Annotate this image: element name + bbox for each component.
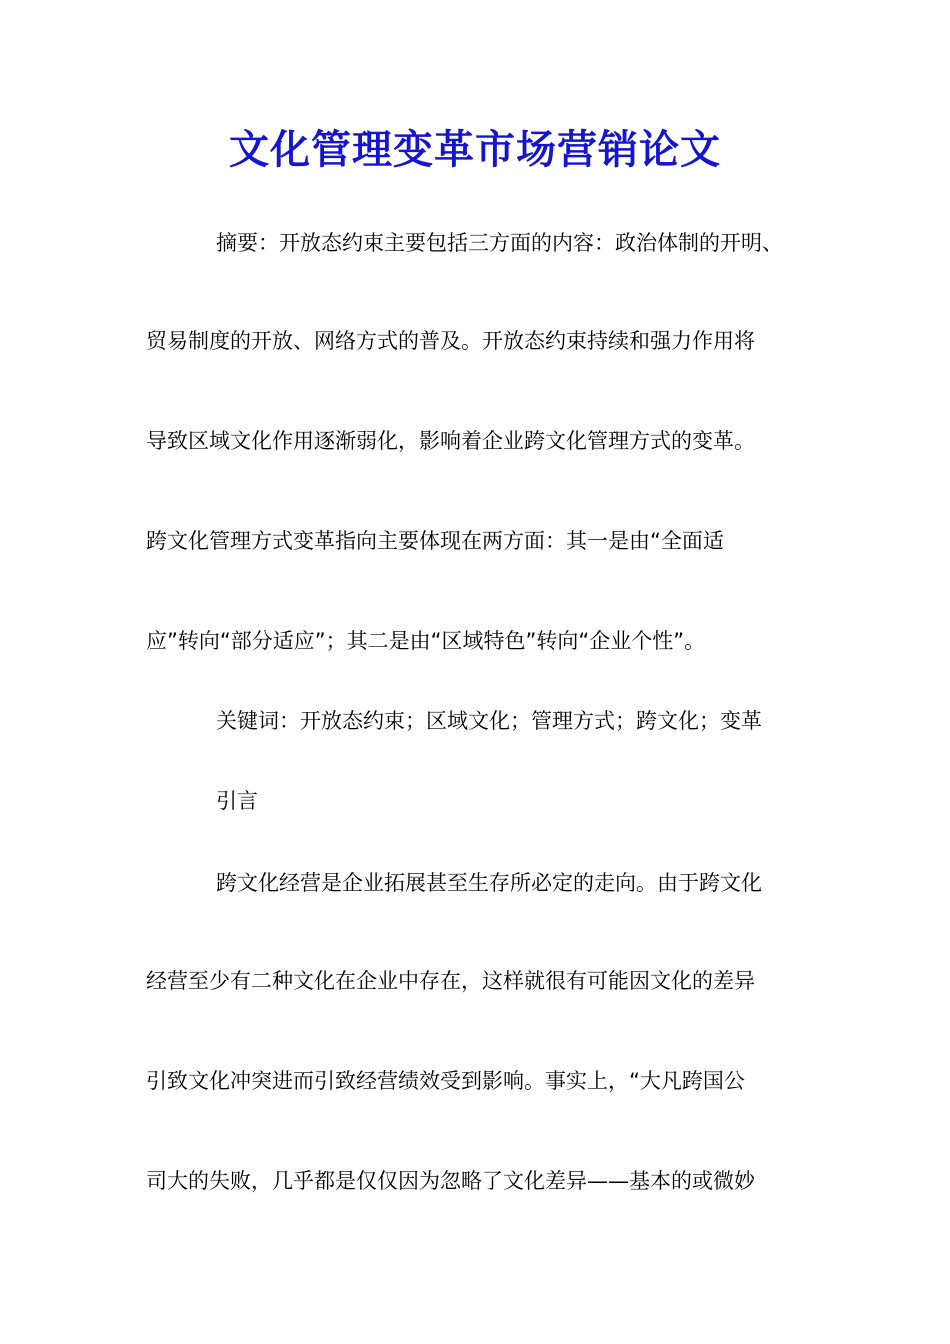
abstract-line-4: 跨文化管理方式变革指向主要体现在两方面：其一是由“全面适 xyxy=(146,529,724,553)
body-line-2: 经营至少有二种文化在企业中存在，这样就很有可能因文化的差异 xyxy=(146,969,755,993)
abstract-line-3: 导致区域文化作用逐渐弱化，影响着企业跨文化管理方式的变革。 xyxy=(146,429,755,453)
body-line-1: 跨文化经营是企业拓展甚至生存所必定的走向。由于跨文化 xyxy=(216,871,762,895)
document-title: 文化管理变革市场营销论文 xyxy=(229,126,721,173)
body-line-3: 引致文化冲突进而引致经营绩效受到影响。事实上，“大凡跨国公 xyxy=(146,1069,745,1093)
body-line-4: 司大的失败，几乎都是仅仅因为忽略了文化差异——基本的或微妙 xyxy=(146,1169,755,1193)
keywords-line: 关键词：开放态约束；区域文化；管理方式；跨文化；变革 xyxy=(216,709,762,733)
abstract-line-2: 贸易制度的开放、网络方式的普及。开放态约束持续和强力作用将 xyxy=(146,329,755,353)
abstract-line-5: 应”转向“部分适应”；其二是由“区域特色”转向“企业个性”。 xyxy=(146,629,706,653)
abstract-line-1: 摘要：开放态约束主要包括三方面的内容：政治体制的开明、 xyxy=(216,231,783,255)
section-heading-intro: 引言 xyxy=(216,789,258,813)
